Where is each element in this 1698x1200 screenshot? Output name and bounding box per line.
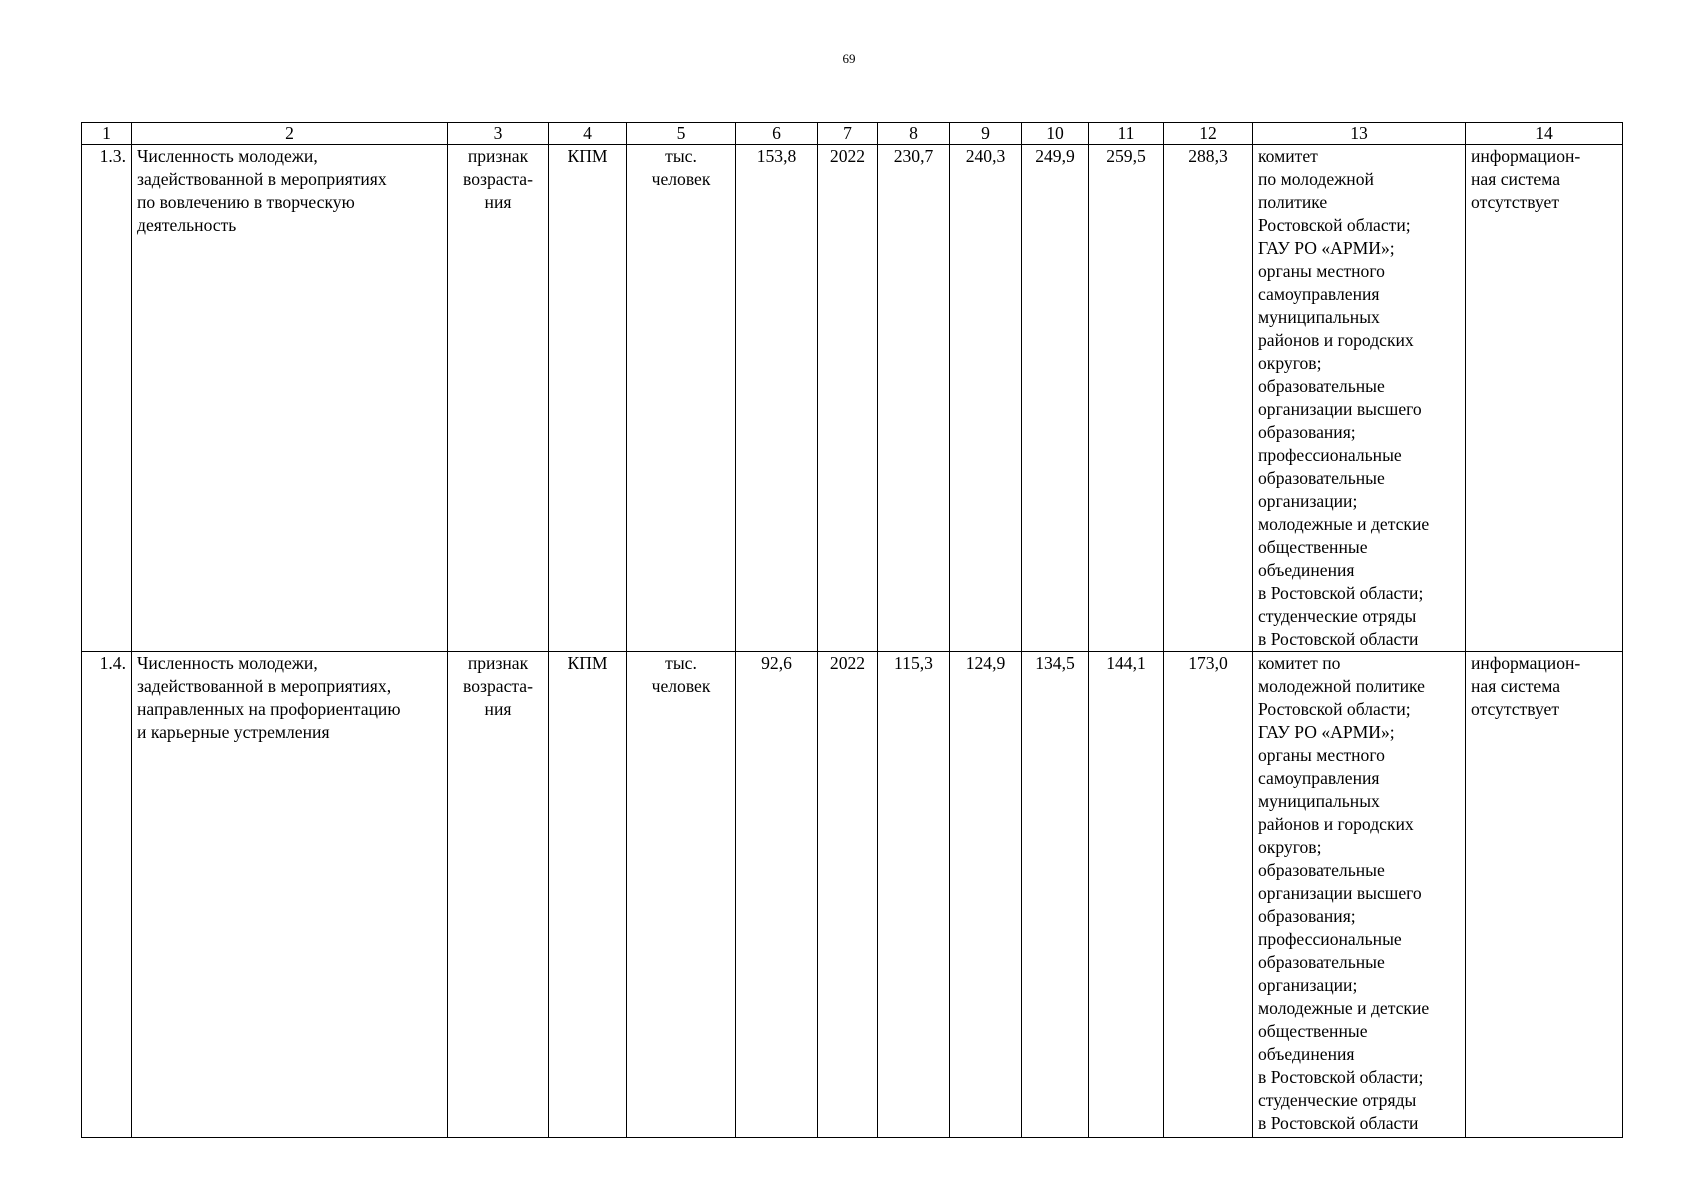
information-system: информацион- ная система отсутствует: [1466, 145, 1623, 652]
column-number: 12: [1164, 123, 1253, 145]
responsible-bodies: комитет по молодежной политике Ростовской области; ГАУ РО «АРМИ»; органы местного самоуправления муниципальных районов и городских округов; образовательные организации высшего образования; профессиональные образовательные организации; молодежные и детские общественные объединения в Ростовской области; студенческие отряды в Ростовской области: [1253, 145, 1466, 652]
column-number: 6: [736, 123, 818, 145]
column-number-row: [82, 123, 1623, 145]
value-col-8: 230,7: [878, 145, 950, 652]
unit-of-measure: тыс. человек: [627, 145, 736, 652]
column-number: 7: [818, 123, 878, 145]
column-number: 2: [132, 123, 448, 145]
column-number: 10: [1022, 123, 1089, 145]
indicator-name: Численность молодежи, задействованной в мероприятиях по вовлечению в творческую деятельность: [132, 145, 448, 652]
value-col-11: 144,1: [1089, 652, 1164, 1138]
responsible-bodies: комитет по молодежной политике Ростовской области; ГАУ РО «АРМИ»; органы местного самоуправления муниципальных районов и городских округов; образовательные организации высшего образования; профессиональные образовательные организации; молодежные и детские общественные объединения в Ростовской области; студенческие отряды в Ростовской области: [1253, 652, 1466, 1138]
unit-of-measure: тыс. человек: [627, 652, 736, 1138]
value-col-8: 115,3: [878, 652, 950, 1138]
value-col-11: 259,5: [1089, 145, 1164, 652]
column-number: 8: [878, 123, 950, 145]
column-number: 4: [549, 123, 627, 145]
column-number: 13: [1253, 123, 1466, 145]
column-number: 1: [82, 123, 132, 145]
base-value: 92,6: [736, 652, 818, 1138]
indicator-code: КПМ: [549, 652, 627, 1138]
value-col-9: 124,9: [950, 652, 1022, 1138]
column-number: 3: [448, 123, 549, 145]
row-number: 1.4.: [82, 652, 132, 1138]
value-col-9: 240,3: [950, 145, 1022, 652]
table-row: [82, 145, 1623, 652]
indicator-attribute: признак возраста- ния: [448, 145, 549, 652]
indicator-name: Численность молодежи, задействованной в мероприятиях, направленных на профориентацию и карьерные устремления: [132, 652, 448, 1138]
column-number: 5: [627, 123, 736, 145]
table-row: [82, 652, 1623, 1138]
value-col-12: 173,0: [1164, 652, 1253, 1138]
indicator-code: КПМ: [549, 145, 627, 652]
indicator-attribute: признак возраста- ния: [448, 652, 549, 1138]
value-col-10: 249,9: [1022, 145, 1089, 652]
information-system: информацион- ная система отсутствует: [1466, 652, 1623, 1138]
value-col-10: 134,5: [1022, 652, 1089, 1138]
row-number: 1.3.: [82, 145, 132, 652]
value-col-12: 288,3: [1164, 145, 1253, 652]
base-year: 2022: [818, 652, 878, 1138]
base-value: 153,8: [736, 145, 818, 652]
indicators-table: [81, 122, 1623, 1138]
column-number: 14: [1466, 123, 1623, 145]
base-year: 2022: [818, 145, 878, 652]
page-number: 69: [842, 51, 856, 66]
column-number: 9: [950, 123, 1022, 145]
column-number: 11: [1089, 123, 1164, 145]
